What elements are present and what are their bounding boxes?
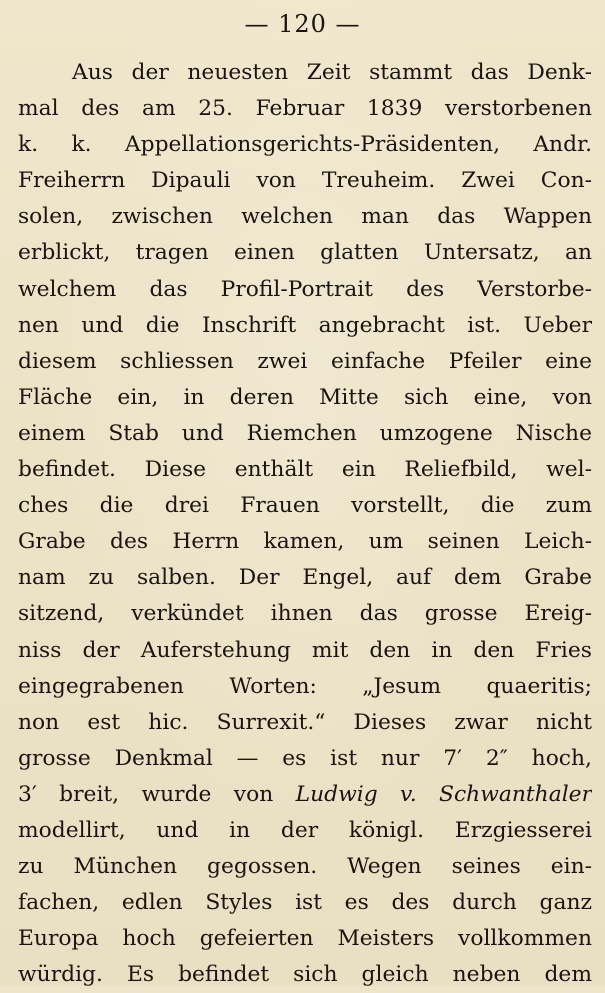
text-line: befindet. Diese enthält ein Reliefbild, wel-: [18, 457, 592, 483]
text-line: fachen, edlen Styles ist es des durch ganz: [18, 890, 592, 916]
body-text: [18, 55, 592, 993]
text-line: modellirt, und in der königl. Erzgiesserei: [18, 817, 592, 843]
text-line: sitzend, verkündet ihnen das grosse Ereig-: [18, 601, 592, 627]
text-line: welchem das Profil-Portrait des Verstorbe-: [18, 276, 592, 302]
text-line: Freiherrn Dipauli von Treuheim. Zwei Con-: [18, 168, 592, 194]
text-line: nen und die Inschrift angebracht ist. Ueber: [18, 312, 592, 338]
text-line: niss der Auferstehung mit den in den Fries: [18, 637, 592, 663]
author-name: Ludwig v. Schwanthaler: [295, 781, 592, 807]
text-line: ches die drei Frauen vorstellt, die zum: [18, 493, 592, 519]
text-line: Europa hoch gefeierten Meisters vollkommen: [18, 926, 592, 952]
text-line: Fläche ein, in deren Mitte sich eine, von: [18, 384, 592, 410]
text-line-with-author: [18, 777, 592, 813]
text-line: Grabe des Herrn kamen, um seinen Leich-: [18, 529, 592, 555]
text-line: grosse Denkmal — es ist nur 7′ 2″ hoch,: [18, 745, 592, 771]
text-line: zu München gegossen. Wegen seines ein-: [18, 854, 592, 880]
text-line: diesem schliessen zwei einfache Pfeiler eine: [18, 348, 592, 374]
text-line: k. k. Appellationsgerichts-Präsidenten, Andr.: [18, 132, 592, 158]
text-line: einem Stab und Riemchen umzogene Nische: [18, 420, 592, 446]
line-21-prefix: 3′ breit, wurde von: [18, 781, 274, 807]
text-line: nam zu salben. Der Engel, auf dem Grabe: [18, 565, 592, 591]
page-number: — 120 —: [244, 10, 361, 38]
text-line: non est hic. Surrexit.“ Dieses zwar nicht: [18, 709, 592, 735]
text-line: würdig. Es befindet sich gleich neben dem: [18, 962, 592, 988]
text-line: Aus der neuesten Zeit stammt das Denk-: [72, 60, 592, 85]
text-line: eingegrabenen Worten: „Jesum quaeritis;: [18, 673, 592, 699]
text-line: erblickt, tragen einen glatten Untersatz, an: [18, 240, 592, 266]
text-line: mal des am 25. Februar 1839 verstorbenen: [18, 96, 592, 122]
text-line: solen, zwischen welchen man das Wappen: [18, 204, 592, 230]
